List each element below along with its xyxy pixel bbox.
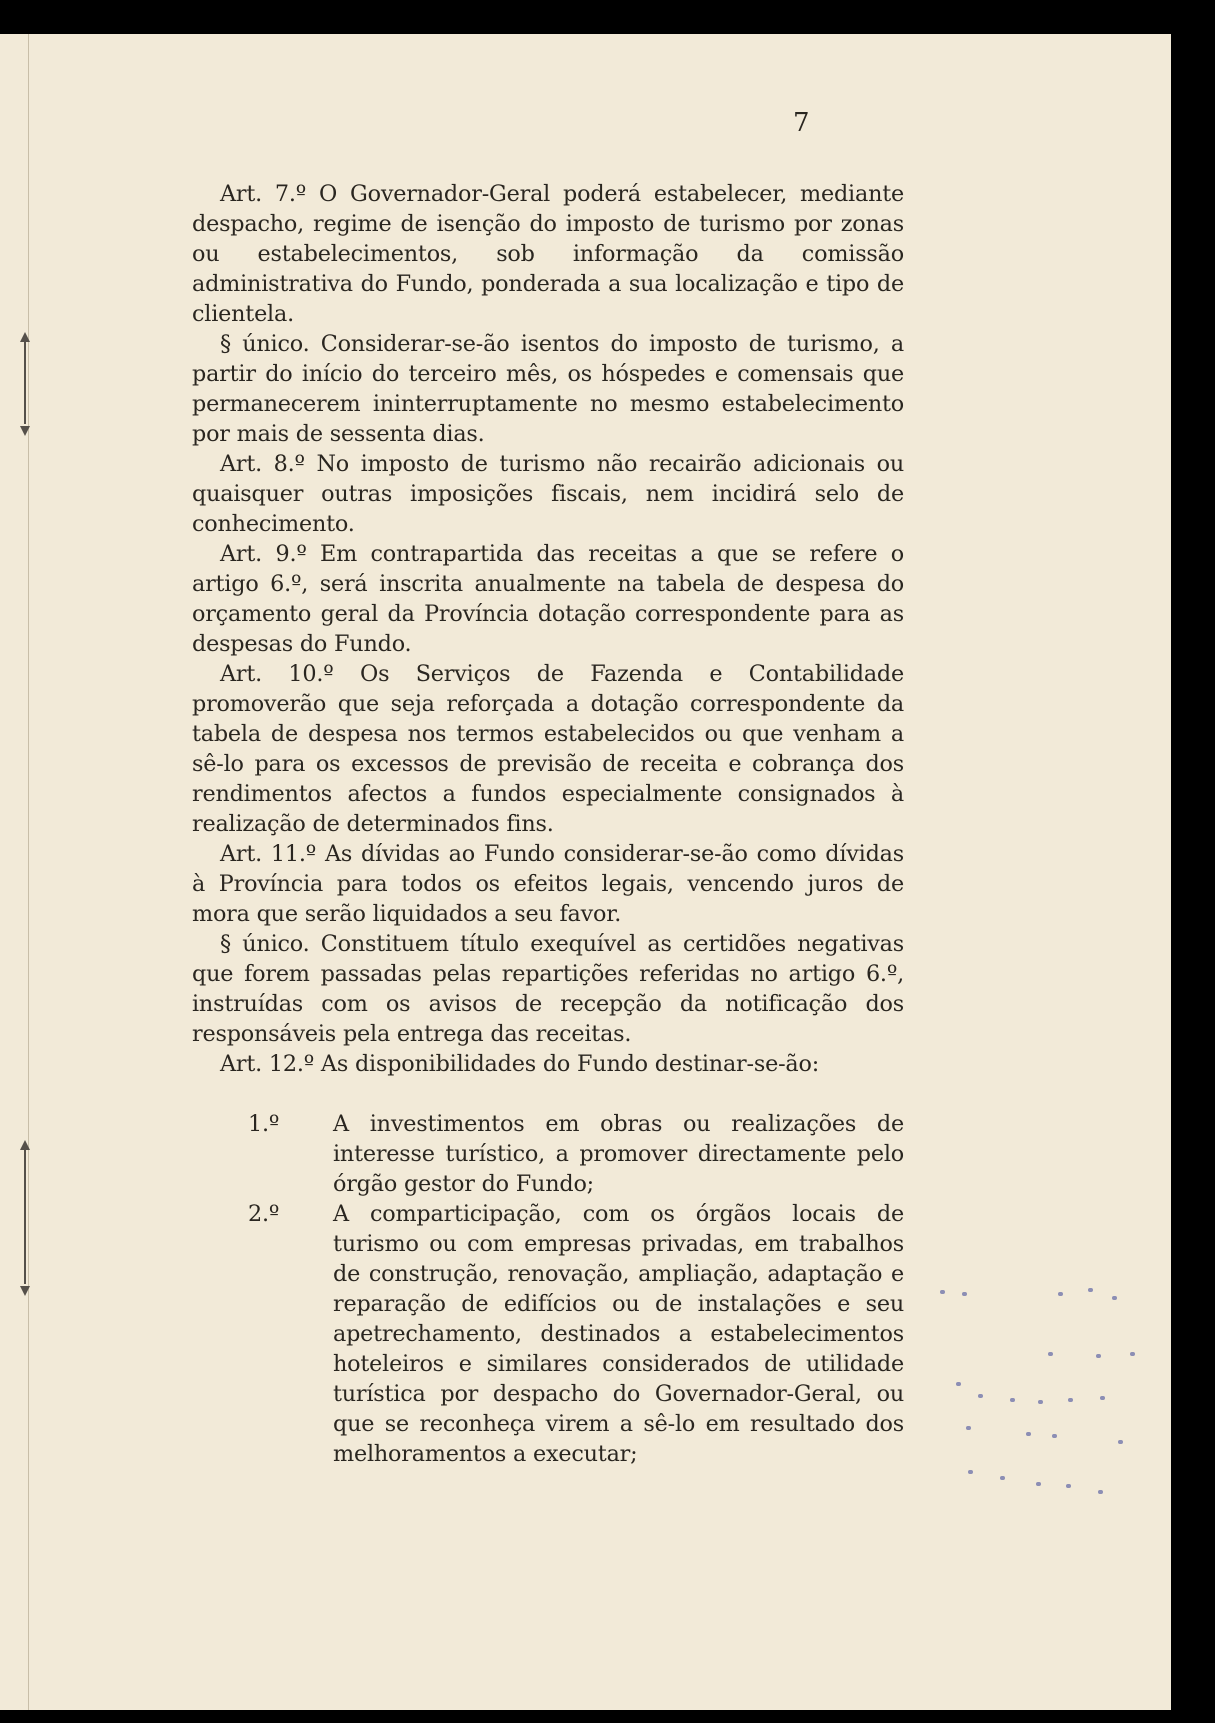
article-7-paragraph-unico: § único. Considerar-se-ão isentos do imposto de turismo, a partir do início do terceiro mês, os hóspedes e comensais que permanecerem ininterruptamente no mesmo estabelecimento por mais de sessenta dias. bbox=[192, 331, 904, 447]
list-item-text: A investimentos em obras ou realizações de interesse turístico, a promover directamente pelo órgão gestor do Fundo; bbox=[333, 1111, 904, 1197]
document-page bbox=[0, 34, 1171, 1710]
margin-arrow-down-lower-icon bbox=[20, 1286, 30, 1296]
list-item-number: 1.º bbox=[248, 1111, 280, 1137]
article-11-paragraph-unico: § único. Constituem título exequível as certidões negativas que forem passadas pelas repartições referidas no artigo 6.º, instruídas com os avisos de recepção da notificação dos responsáveis pela entrega das receitas. bbox=[192, 931, 904, 1047]
margin-arrow-down-icon bbox=[20, 426, 30, 436]
list-item-number: 2.º bbox=[248, 1201, 280, 1227]
margin-mark-lower bbox=[24, 1144, 26, 1284]
article-11: Art. 11.º As dívidas ao Fundo considerar-se-ão como dívidas à Província para todos os efeitos legais, vencendo juros de mora que serão liquidados a seu favor. bbox=[192, 841, 904, 927]
margin-arrow-up-lower-icon bbox=[20, 1140, 30, 1150]
article-10: Art. 10.º Os Serviços de Fazenda e Contabilidade promoverão que seja reforçada a dotação correspondente da tabela de despesa nos termos estabelecidos ou que venham a sê-lo para os excessos de previsão de receita e cobrança dos rendimentos afectos a fundos especialmente consignados à realização de determinados fins. bbox=[192, 661, 904, 837]
article-7: Art. 7.º O Governador-Geral poderá estabelecer, mediante despacho, regime de isenção do imposto de turismo por zonas ou estabelecimentos, sob informação da comissão administrativa do Fundo, ponderada a sua localização e tipo de clientela. bbox=[192, 181, 904, 327]
list-item bbox=[192, 1199, 904, 1469]
page-number: 7 bbox=[793, 108, 810, 138]
article-12: Art. 12.º As disponibilidades do Fundo destinar-se-ão: bbox=[220, 1051, 820, 1077]
article-9: Art. 9.º Em contrapartida das receitas a que se refere o artigo 6.º, será inscrita anualmente na tabela de despesa do orçamento geral da Província dotação correspondente para as despesas do Fundo. bbox=[192, 541, 904, 657]
page-edge-shadow bbox=[28, 34, 29, 1710]
list-item-text: A comparticipação, com os órgãos locais de turismo ou com empresas privadas, em trabalhos de construção, renovação, ampliação, adaptação e reparação de edifícios ou de instalações e seu apetrechamento, destinados a estabelecimentos hoteleiros e similares considerados de utilidade turística por despacho do Governador-Geral, ou que se reconheça virem a sê-lo em resultado dos melhoramentos a executar; bbox=[333, 1201, 904, 1467]
body-text bbox=[192, 179, 904, 1469]
margin-arrow-up-icon bbox=[20, 332, 30, 342]
article-8: Art. 8.º No imposto de turismo não recairão adicionais ou quaisquer outras imposições fiscais, nem incidirá selo de conhecimento. bbox=[192, 451, 904, 537]
margin-mark-upper bbox=[24, 334, 26, 424]
article-12-list bbox=[192, 1109, 904, 1469]
list-item bbox=[192, 1109, 904, 1199]
